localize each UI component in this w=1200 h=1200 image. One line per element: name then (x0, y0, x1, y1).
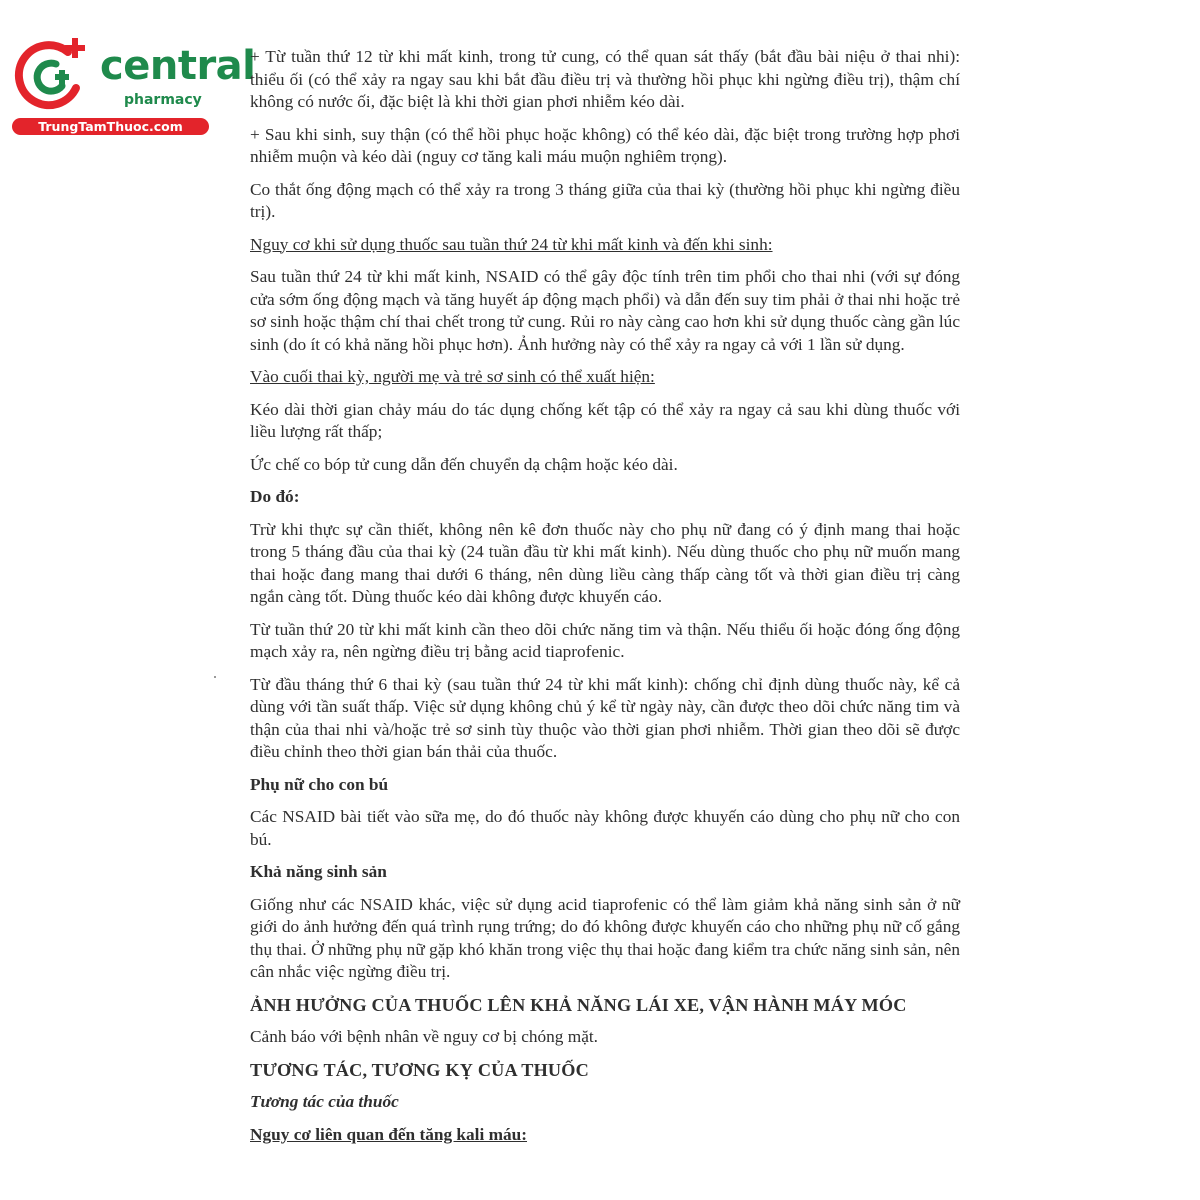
paragraph-after-birth: + Sau khi sinh, suy thận (có thể hồi phục hoặc không) có thể kéo dài, đặc biệt trong trường hợp phơi nhiễm muộn và kéo dài (nguy cơ tăng kali máu muộn nghiêm trọng). (250, 124, 960, 166)
document-body (250, 46, 960, 1156)
paragraph-prescribing: Trừ khi thực sự cần thiết, không nên kê đơn thuốc này cho phụ nữ đang có ý định mang thai hoặc trong 5 tháng đầu của thai kỳ (24 tuần đầu từ khi mất kinh). Nếu dùng thuốc cho phụ nữ muốn mang thai hoặc đang mang thai dưới 6 tháng, nên dùng liều càng thấp càng tốt và thời gian điều trị càng ngắn càng tốt. Dùng thuốc kéo dài không được khuyến cáo. (250, 519, 960, 606)
paragraph-driving: Cảnh báo với bệnh nhân về nguy cơ bị chóng mặt. (250, 1027, 598, 1046)
paragraph-bleeding: Kéo dài thời gian chảy máu do tác dụng chống kết tập có thể xảy ra ngay cả sau khi dùng thuốc với liều lượng rất thấp; (250, 399, 960, 441)
heading-interactions: TƯƠNG TÁC, TƯƠNG KỴ CỦA THUỐC (250, 1059, 589, 1080)
heading-therefore: Do đó: (250, 487, 300, 506)
heading-fertility: Khả năng sinh sản (250, 862, 387, 881)
paragraph-ductus: Co thắt ống động mạch có thể xảy ra trong 3 tháng giữa của thai kỳ (thường hồi phục khi ngừng điều trị). (250, 179, 960, 221)
heading-breastfeeding: Phụ nữ cho con bú (250, 774, 389, 794)
paragraph-week24-toxicity: Sau tuần thứ 24 từ khi mất kinh, NSAID có thể gây độc tính trên tim phổi cho thai nhi (với sự đóng cửa sớm ống động mạch và tăng huyết áp động mạch phổi) và dẫn đến suy tim phải ở thai nhi hoặc trẻ sơ sinh hoặc thậm chí thai chết trong tử cung. Rủi ro này càng cao hơn khi sử dụng thuốc càng gần lúc sinh (do ít có khả năng hồi phục hơn). Ảnh hưởng này có thể xảy ra ngay cả với 1 lần sử dụng. (250, 267, 960, 354)
paragraph-uterine: Ức chế co bóp tử cung dẫn đến chuyển dạ chậm hoặc kéo dài. (250, 454, 678, 474)
heading-hyperkalemia-risk: Nguy cơ liên quan đến tăng kali máu: (250, 1124, 528, 1144)
heading-drug-interactions: Tương tác của thuốc (250, 1092, 399, 1111)
paragraph-month6-contraindication: Từ đầu tháng thứ 6 thai kỳ (sau tuần thứ 24 từ khi mất kinh): chống chỉ định dùng thuốc này, kể cả dùng với tần suất thấp. Việc sử dụng không chủ ý kể từ ngày này, cần được theo dõi chức năng tim và thận của thai nhi và/hoặc trẻ sơ sinh tùy thuộc vào thời gian phơi nhiễm. Thời gian theo dõi sẽ được điều chỉnh theo thời gian bán thải của thuốc. (250, 674, 960, 761)
paragraph-week12: + Từ tuần thứ 12 từ khi mất kinh, trong tử cung, có thể quan sát thấy (bắt đầu bài niệu ở thai nhi): thiểu ối (có thể xảy ra ngay sau khi bắt đầu điều trị và thường hồi phục khi ngừng điều trị), thậm chí không có nước ối, đặc biệt là khi thời gian phơi nhiễm kéo dài. (250, 47, 960, 111)
central-pharmacy-emblem-icon (12, 36, 92, 116)
brand-name: central (100, 43, 256, 89)
scan-speck (214, 676, 216, 678)
central-pharmacy-logo[interactable] (12, 36, 256, 136)
paragraph-fertility: Giống như các NSAID khác, việc sử dụng acid tiaprofenic có thể làm giảm khả năng sinh sản ở nữ giới do ảnh hưởng đến quá trình rụng trứng; do đó không được khuyến cáo cho những phụ nữ cố gắng thụ thai. Ở những phụ nữ gặp khó khăn trong việc thụ thai hoặc đang kiểm tra chức năng sinh sản, nên cân nhắc việc ngừng điều trị. (250, 894, 960, 981)
heading-late-pregnancy: Vào cuối thai kỳ, người mẹ và trẻ sơ sinh có thể xuất hiện: (250, 367, 655, 386)
heading-driving: ẢNH HƯỞNG CỦA THUỐC LÊN KHẢ NĂNG LÁI XE, VẬN HÀNH MÁY MÓC (250, 994, 907, 1015)
paragraph-breastfeeding: Các NSAID bài tiết vào sữa mẹ, do đó thuốc này không được khuyến cáo dùng cho phụ nữ cho con bú. (250, 807, 960, 849)
paragraph-week20-monitoring: Từ tuần thứ 20 từ khi mất kinh cần theo dõi chức năng tim và thận. Nếu thiểu ối hoặc đóng ống động mạch xảy ra, nên ngừng điều trị bằng acid tiaprofenic. (250, 619, 960, 661)
heading-risk-after-week24: Nguy cơ khi sử dụng thuốc sau tuần thứ 24 từ khi mất kinh và đến khi sinh: (250, 234, 773, 254)
brand-subtitle: pharmacy (124, 92, 202, 108)
brand-website[interactable]: TrungTamThuoc.com (12, 118, 209, 135)
